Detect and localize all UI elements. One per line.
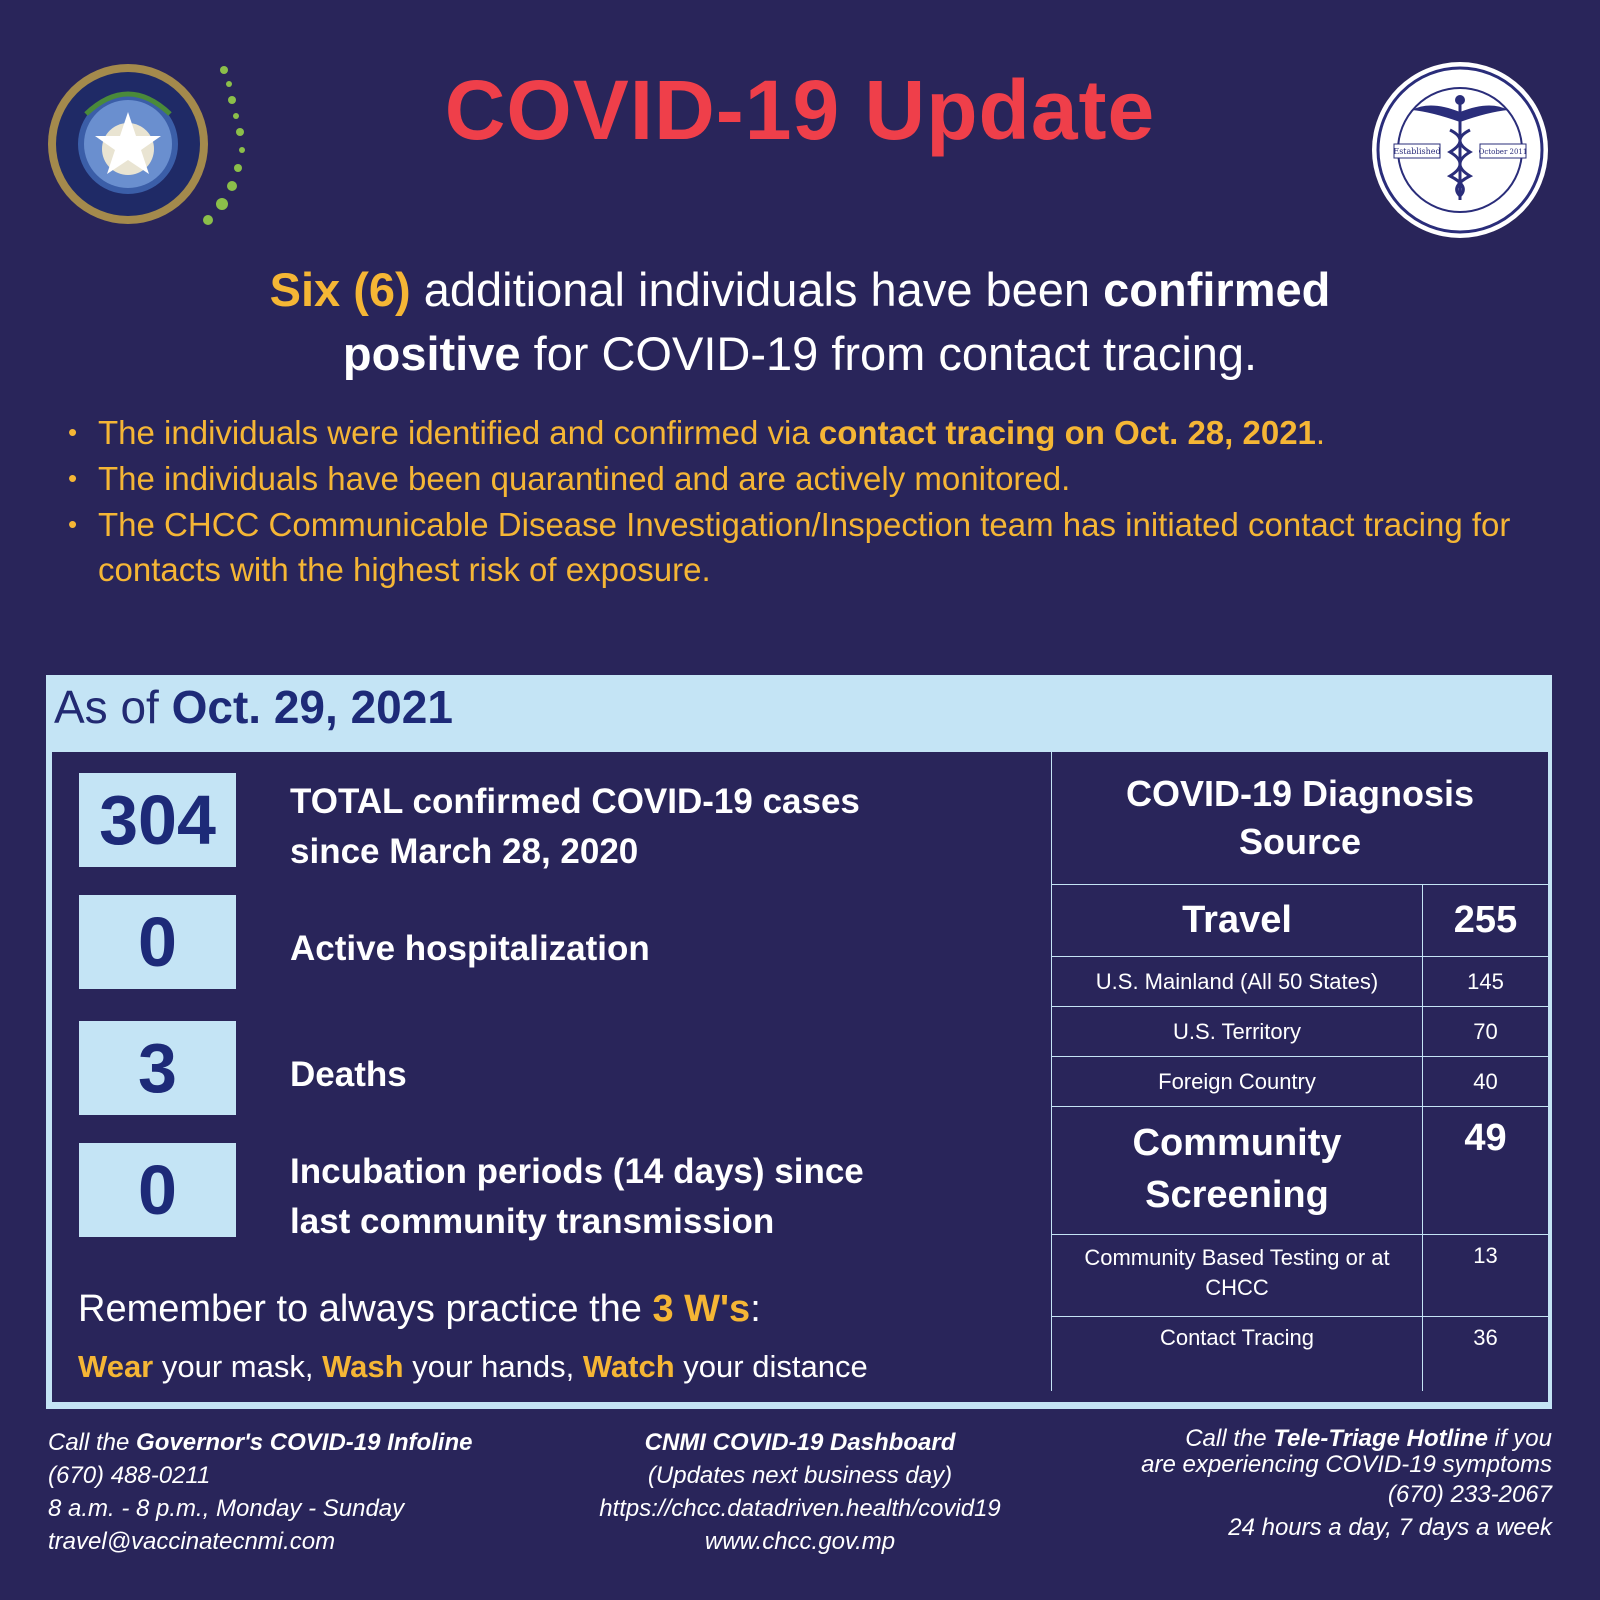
table-row xyxy=(1052,1317,1549,1391)
us-territory-label: U.S. Territory xyxy=(1052,1007,1423,1057)
svg-text:October 2011: October 2011 xyxy=(1478,148,1528,156)
diagnosis-source-table xyxy=(1051,752,1548,1391)
as-of-date: As of Oct. 29, 2021 xyxy=(54,681,453,733)
headline-bold-1: confirmed xyxy=(1103,263,1331,316)
table-row xyxy=(1052,1235,1549,1317)
bullet-dot-icon: • xyxy=(68,509,78,539)
bullet-dot-icon: • xyxy=(68,417,78,447)
headline xyxy=(120,258,1480,386)
travel-label: Travel xyxy=(1052,885,1423,957)
foreign-country-value: 40 xyxy=(1423,1057,1549,1107)
hospitalization-value: 0 xyxy=(79,895,236,989)
infoline-email-link[interactable]: travel@vaccinatecnmi.com xyxy=(48,1528,336,1555)
incubation-value: 0 xyxy=(79,1143,236,1237)
dashboard-link[interactable]: https://chcc.datadriven.health/covid19 xyxy=(599,1495,1001,1522)
table-row xyxy=(1052,1057,1549,1107)
update-bullets xyxy=(66,410,1546,593)
table-row xyxy=(1052,1107,1549,1235)
infoline-phone[interactable]: (670) 488-0211 xyxy=(48,1462,211,1489)
footer-hotline: Call the Tele-Triage Hotline if you are experiencing COVID-19 symptoms (670) 233-2067 24 hours a day, 7 days a week xyxy=(1060,1426,1552,1544)
svg-text:Established: Established xyxy=(1393,147,1441,156)
chcc-website-link[interactable]: www.chcc.gov.mp xyxy=(704,1528,896,1555)
foreign-country-label: Foreign Country xyxy=(1052,1057,1423,1107)
footer-dashboard: CNMI COVID-19 Dashboard (Updates next business day) https://chcc.datadriven.health/covid19 www.chcc.gov.mp xyxy=(560,1426,1040,1558)
table-row xyxy=(1052,1007,1549,1057)
us-territory-value: 70 xyxy=(1423,1007,1549,1057)
bullet-item: • The individuals were identified and confirmed via contact tracing on Oct. 28, 2021. xyxy=(66,410,1546,455)
diagnosis-title: COVID-19 Diagnosis Source xyxy=(1052,752,1549,885)
us-mainland-label: U.S. Mainland (All 50 States) xyxy=(1052,957,1423,1007)
hospitalization-label: Active hospitalization xyxy=(290,929,650,968)
headline-text-2: for COVID-19 from contact tracing. xyxy=(520,327,1258,380)
travel-value: 255 xyxy=(1423,885,1549,957)
table-row xyxy=(1052,885,1549,957)
community-screening-label: Community Screening xyxy=(1052,1107,1423,1235)
community-screening-value: 49 xyxy=(1423,1107,1549,1235)
bullet-item: • The individuals have been quarantined and are actively monitored. xyxy=(66,456,1546,501)
hotline-phone[interactable]: (670) 233-2067 xyxy=(1387,1481,1552,1508)
chcc-seal xyxy=(1370,60,1550,240)
incubation-label: Incubation periods (14 days) since last community transmission xyxy=(290,1152,864,1241)
headline-text-1: additional individuals have been xyxy=(410,263,1104,316)
total-cases-label: TOTAL confirmed COVID-19 cases since March 28, 2020 xyxy=(290,782,860,871)
table-row xyxy=(1052,957,1549,1007)
community-testing-value: 13 xyxy=(1423,1235,1549,1317)
community-testing-label: Community Based Testing or at CHCC xyxy=(1052,1235,1423,1317)
headline-count: Six (6) xyxy=(269,263,411,316)
contact-tracing-value: 36 xyxy=(1423,1317,1549,1391)
bullet-dot-icon: • xyxy=(68,463,78,493)
deaths-label: Deaths xyxy=(290,1055,407,1094)
headline-bold-2: positive xyxy=(342,327,521,380)
footer-infoline: Call the Governor's COVID-19 Infoline (670) 488-0211 8 a.m. - 8 p.m., Monday - Sunday travel@vaccinatecnmi.com xyxy=(48,1426,608,1558)
cnmi-official-seal xyxy=(46,54,256,234)
page-title: COVID-19 Update xyxy=(444,63,1156,157)
bullet-item: • The CHCC Communicable Disease Investigation/Inspection team has initiated contact tracing for contacts with the highest risk of exposure. xyxy=(66,502,1546,592)
deaths-value: 3 xyxy=(79,1021,236,1115)
total-cases-value: 304 xyxy=(79,773,236,867)
contact-tracing-label: Contact Tracing xyxy=(1052,1317,1423,1391)
reminder-heading: Remember to always practice the 3 W's: xyxy=(78,1288,761,1330)
us-mainland-value: 145 xyxy=(1423,957,1549,1007)
three-ws: Wear your mask, Wash your hands, Watch your distance xyxy=(78,1349,868,1384)
